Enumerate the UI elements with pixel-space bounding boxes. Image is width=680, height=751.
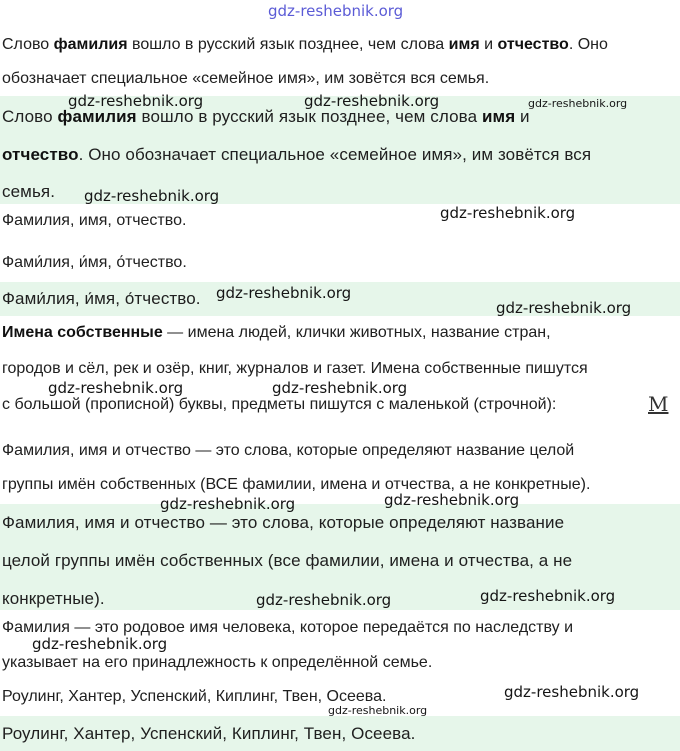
watermark: gdz-reshebnik.org <box>384 491 520 509</box>
watermark: gdz-reshebnik.org <box>504 683 640 701</box>
paragraph-9-line-2: указывает на его принадлежность к определённой семье. <box>2 654 433 671</box>
paragraph-3 <box>0 204 680 240</box>
paragraph-7 <box>0 424 680 504</box>
paragraph-6-line-2: городов и сёл, рек и озёр, книг, журналов и газет. Имена собственные пишутся <box>2 360 588 377</box>
paragraph-6-line-1: Имена собственные — имена людей, клички животных, название стран, <box>2 324 551 341</box>
paragraph-6-line-3: с большой (прописной) буквы, предметы пишутся с маленькой (строчной): <box>2 396 557 413</box>
paragraph-9-line-1: Фамилия — это родовое имя человека, которое передаётся по наследству и <box>2 619 574 636</box>
paragraph-6 <box>0 316 680 424</box>
paragraph-7-line-2: группы имён собственных (ВСЕ фамилии, имена и отчества, а не конкретные). <box>2 476 591 493</box>
paragraph-2-line-3: семья. <box>2 182 56 201</box>
letter-m-mark: M <box>648 392 669 416</box>
paragraph-11-highlighted <box>0 716 680 751</box>
paragraph-2-line-2: отчество. Оно обозначает специальное «семейное имя», им зовётся вся <box>2 145 592 164</box>
watermark: gdz-reshebnik.org <box>216 284 352 302</box>
paragraph-11-line: Роулинг, Хантер, Успенский, Киплинг, Твен, Осеева. <box>2 724 416 743</box>
watermark: gdz-reshebnik.org <box>160 495 296 513</box>
paragraph-1-line-2: обозначает специальное «семейное имя», им зовётся вся семья. <box>2 70 490 87</box>
paragraph-1 <box>0 28 680 96</box>
watermark: gdz-reshebnik.org <box>48 379 184 397</box>
paragraph-7-line-1: Фамилия, имя и отчество — это слова, которые определяют название целой <box>2 442 575 459</box>
watermark: gdz-reshebnik.org <box>328 704 428 717</box>
watermark: gdz-reshebnik.org <box>256 591 392 609</box>
paragraph-8-line-1: Фамилия, имя и отчество — это слова, которые определяют название <box>2 513 565 532</box>
paragraph-8-line-2: целой группы имён собственных (все фамилии, имена и отчества, а не <box>2 551 573 570</box>
watermark: gdz-reshebnik.org <box>84 187 220 205</box>
watermark: gdz-reshebnik.org <box>528 97 628 110</box>
watermark-top: gdz-reshebnik.org <box>268 2 404 20</box>
paragraph-3-line: Фамилия, имя, отчество. <box>2 212 187 229</box>
watermark: gdz-reshebnik.org <box>304 92 440 110</box>
paragraph-8-line-3: конкретные). <box>2 589 105 608</box>
watermark: gdz-reshebnik.org <box>68 92 204 110</box>
watermark: gdz-reshebnik.org <box>440 204 576 222</box>
paragraph-5-line: Фами́лия, и́мя, о́тчество. <box>2 289 201 308</box>
paragraph-2-line-1: Слово фамилия вошло в русский язык позднее, чем слова имя и <box>2 107 530 126</box>
watermark: gdz-reshebnik.org <box>496 299 632 317</box>
paragraph-1-line-1: Слово фамилия вошло в русский язык позднее, чем слова имя и отчество. Оно <box>2 36 608 53</box>
watermark: gdz-reshebnik.org <box>272 379 408 397</box>
watermark: gdz-reshebnik.org <box>480 587 616 605</box>
paragraph-10-line: Роулинг, Хантер, Успенский, Киплинг, Твен, Осеева. <box>2 688 387 705</box>
watermark: gdz-reshebnik.org <box>32 635 168 653</box>
paragraph-4-line: Фами́лия, и́мя, о́тчество. <box>2 254 187 271</box>
paragraph-4 <box>0 240 680 282</box>
